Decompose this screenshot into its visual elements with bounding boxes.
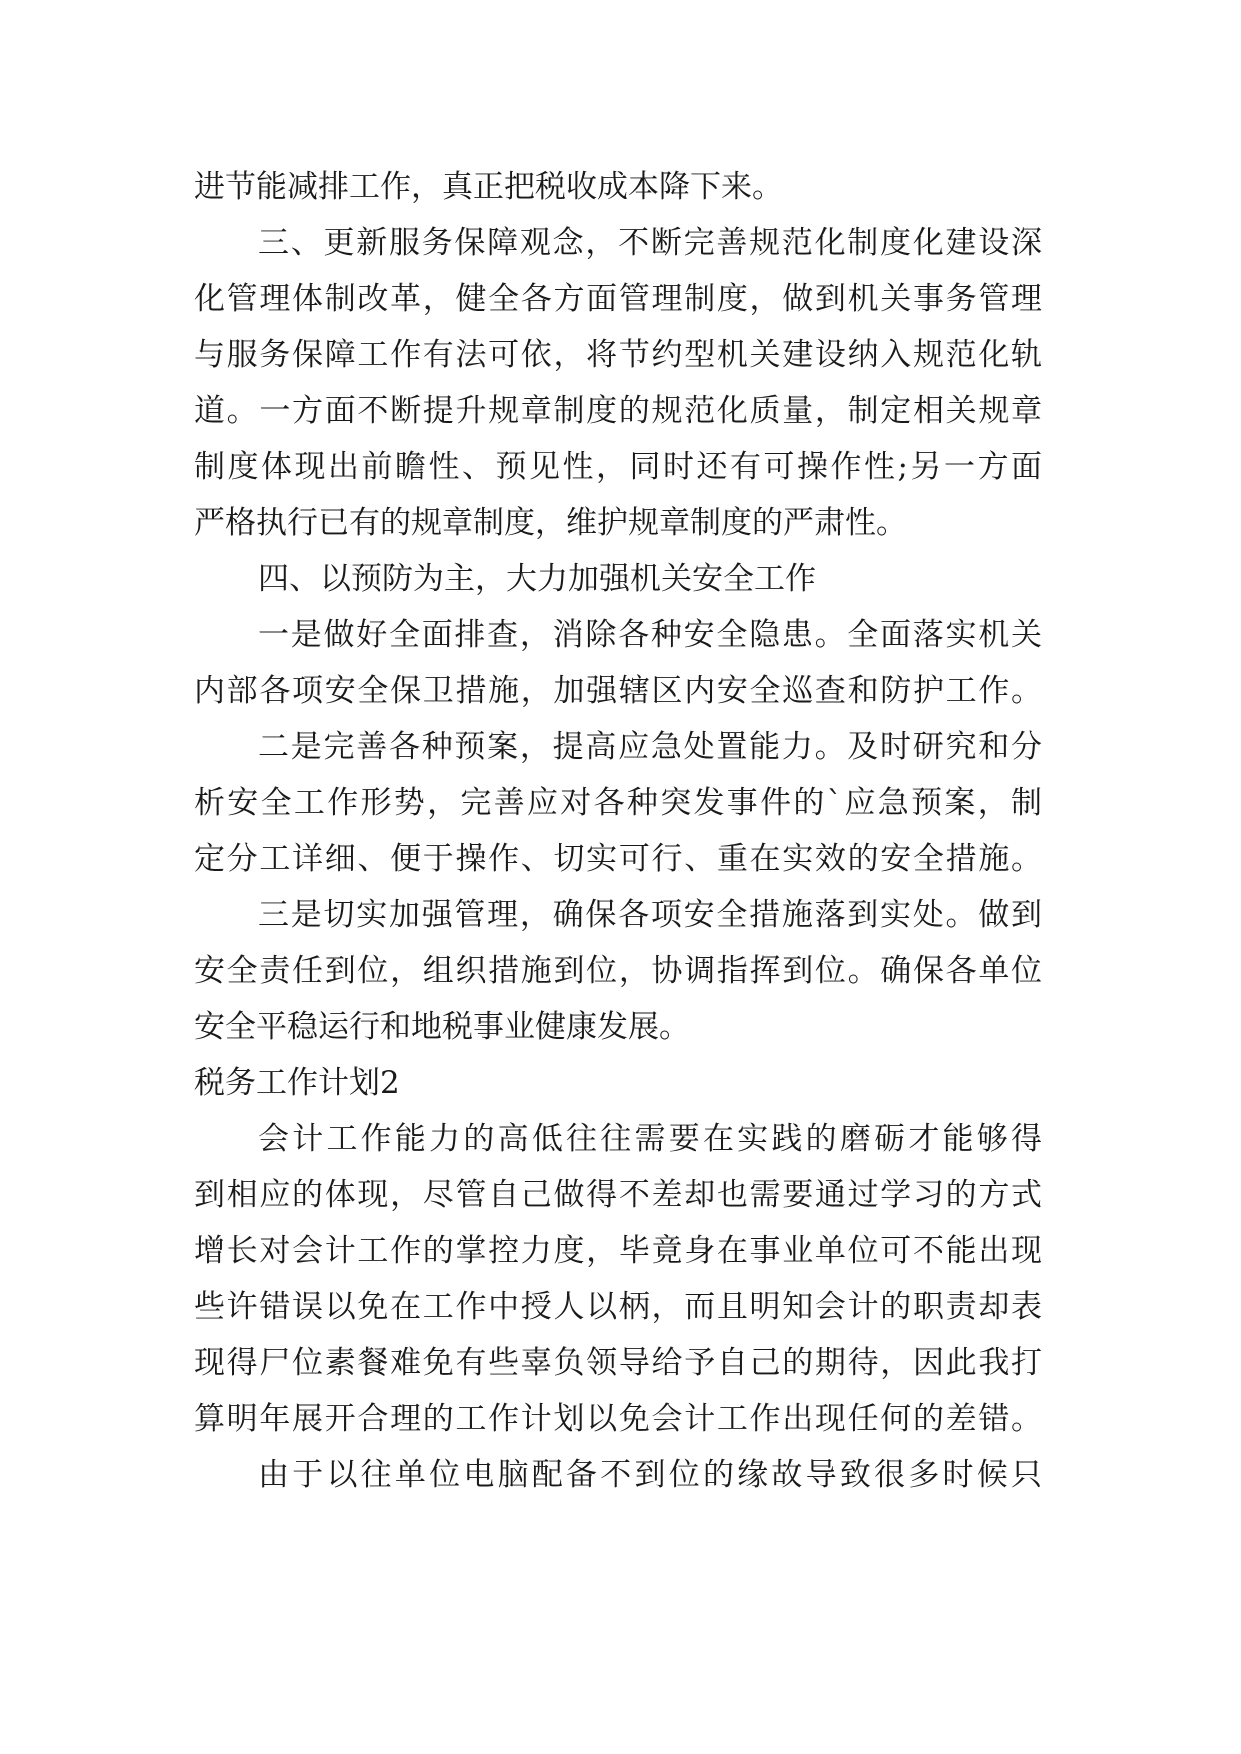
paragraph-line: 由于以往单位电脑配备不到位的缘故导致很多时候只 — [258, 1457, 1042, 1493]
paragraph-line: 内部各项安全保卫措施，加强辖区内安全巡查和防护工作。 — [194, 673, 1042, 709]
document-title: 税务工作计划2 — [194, 1065, 400, 1101]
paragraph-line: 二是完善各种预案，提高应急处置能力。及时研究和分 — [258, 729, 1042, 765]
paragraph-line: 道。一方面不断提升规章制度的规范化质量，制定相关规章 — [194, 393, 1042, 429]
paragraph-line: 定分工详细、便于操作、切实可行、重在实效的安全措施。 — [194, 841, 1042, 877]
paragraph-line: 制度体现出前瞻性、预见性，同时还有可操作性;另一方面 — [194, 449, 1042, 485]
paragraph-line: 到相应的体现，尽管自己做得不差却也需要通过学习的方式 — [194, 1177, 1042, 1213]
paragraph-line: 算明年展开合理的工作计划以免会计工作出现任何的差错。 — [194, 1401, 1042, 1437]
paragraph-line: 化管理体制改革，健全各方面管理制度，做到机关事务管理 — [194, 281, 1042, 317]
paragraph-line: 现得尸位素餐难免有些辜负领导给予自己的期待，因此我打 — [194, 1345, 1042, 1381]
paragraph-line: 与服务保障工作有法可依，将节约型机关建设纳入规范化轨 — [194, 337, 1042, 373]
paragraph-line: 会计工作能力的高低往往需要在实践的磨砺才能够得 — [258, 1121, 1042, 1157]
paragraph-line: 安全责任到位，组织措施到位，协调指挥到位。确保各单位 — [194, 953, 1042, 989]
paragraph-line: 严格执行已有的规章制度，维护规章制度的严肃性。 — [194, 505, 907, 541]
paragraph-line: 进节能减排工作，真正把税收成本降下来。 — [194, 169, 783, 205]
section-heading: 四、以预防为主，大力加强机关安全工作 — [258, 561, 816, 597]
section-heading-line: 三、更新服务保障观念，不断完善规范化制度化建设深 — [258, 225, 1042, 261]
paragraph-line: 些许错误以免在工作中授人以柄，而且明知会计的职责却表 — [194, 1289, 1042, 1325]
paragraph-line: 增长对会计工作的掌控力度，毕竟身在事业单位可不能出现 — [194, 1233, 1042, 1269]
paragraph-line: 析安全工作形势，完善应对各种突发事件的`应急预案，制 — [194, 785, 1042, 821]
paragraph-line: 一是做好全面排查，消除各种安全隐患。全面落实机关 — [258, 617, 1042, 653]
paragraph-line: 安全平稳运行和地税事业健康发展。 — [194, 1009, 690, 1045]
paragraph-line: 三是切实加强管理，确保各项安全措施落到实处。做到 — [258, 897, 1042, 933]
